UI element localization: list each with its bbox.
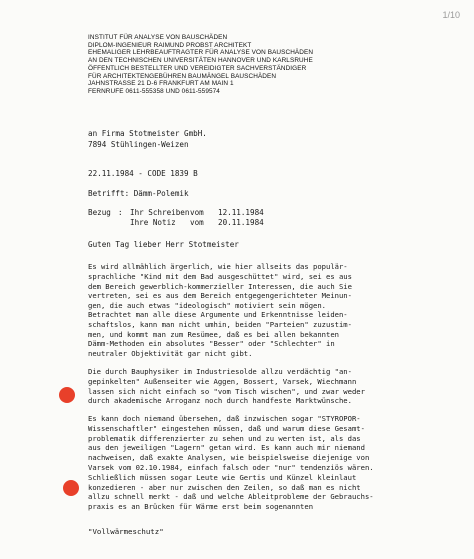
text-line: durch akademische Arroganz noch durch handfeste Marktwünsche. bbox=[88, 396, 352, 406]
text-line: Die durch Bauphysiker im Industriesolde allzu verdächtig "an- bbox=[88, 367, 352, 376]
reference-table bbox=[88, 208, 264, 227]
letterhead bbox=[88, 34, 458, 96]
text-line: schaftslos, kann man nicht umhin, beiden "Parteien" zuzustim- bbox=[88, 319, 352, 329]
text-line: Betrachtet man alle diese Argumente und Erkenntnisse leiden- bbox=[88, 310, 348, 319]
letterhead-line: FERNRUFE 0611-555358 UND 0611-559574 bbox=[88, 87, 220, 95]
text-line: Wissenschaftler" eingestehen müssen, daß und warum diese Gesamt- bbox=[88, 423, 365, 433]
recipient-city: 7894 Stühlingen-Weizen bbox=[88, 140, 189, 149]
reference-row bbox=[88, 218, 264, 228]
text-line: allzu schnell merkt - daß und welche Ableitprobleme der Gebrauchs- bbox=[88, 492, 374, 502]
reference-date: 12.11.1984 bbox=[218, 208, 264, 217]
letterhead-line: DIPLOM-INGENIEUR RAIMUND PROBST ARCHITEKT bbox=[88, 41, 252, 49]
paragraph bbox=[88, 367, 365, 406]
reference-item: Ihre Notiz bbox=[130, 217, 176, 227]
reference-vom: vom bbox=[190, 217, 204, 227]
recipient-address bbox=[88, 128, 207, 150]
text-line: praxis es an Brücken für Wärme erst beim sogenannten bbox=[88, 502, 314, 512]
text-line: vertreten, sei es aus dem Bereich entgegengerichteter Meinun- bbox=[88, 291, 352, 301]
text-line: nachweisen, daß exakte Analysen, wie beispielsweise diejenige von bbox=[88, 453, 370, 463]
text-line: men, und kommt man zum Resümee, daß es bei allen bekannten bbox=[88, 329, 339, 339]
reference-row bbox=[88, 208, 264, 218]
page-number: 1/10 bbox=[442, 10, 460, 20]
reference-vom: vom bbox=[190, 208, 204, 217]
red-marker-dot bbox=[63, 480, 79, 496]
greeting: Guten Tag lieber Herr Stotmeister bbox=[88, 240, 239, 249]
letterhead-line: AN DEN TECHNISCHEN UNIVERSITÄTEN HANNOVER UND KARLSRUHE bbox=[88, 57, 313, 65]
text-line: problematik differenzierter zu sehen und zu werten ist, als das bbox=[88, 433, 361, 443]
paragraph bbox=[88, 310, 352, 359]
subject-line: Betrifft: Dämm-Polemik bbox=[88, 189, 189, 198]
text-line: Es wird allmählich ärgerlich, wie hier allseits das populär- bbox=[88, 262, 348, 271]
reference-colon: : bbox=[118, 208, 123, 217]
text-line: dem Bereich gewerblich-kommerzieller Interessen, die auch Sie bbox=[88, 281, 352, 291]
paragraph bbox=[88, 414, 374, 512]
letterhead-line: FÜR ARCHITEKTENGEBÜHREN BAUMÄNGEL BAUSCHÄDEN bbox=[88, 72, 277, 80]
text-line: Dämm-Methoden ein absolutes "Besser" oder "Schlechter" in bbox=[88, 339, 335, 349]
text-line: gen, die auch etwas "ideologisch" motiviert sein mögen. bbox=[88, 301, 326, 311]
closing-term: "Vollwärmeschutz" bbox=[88, 527, 164, 536]
text-line: lassen sich nicht einfach so "vom Tisch wischen", und zwar weder bbox=[88, 386, 365, 396]
reference-date: 20.11.1984 bbox=[218, 217, 264, 227]
letterhead-line: JAHNSTRASSE 21 D-6 FRANKFURT AM MAIN 1 bbox=[88, 80, 234, 88]
date-code: 22.11.1984 - CODE 1839 B bbox=[88, 169, 198, 178]
text-line: neutraler Objektivität gar nicht gibt. bbox=[88, 349, 253, 359]
text-line: sprachliche "Kind mit dem Bad ausgeschüttet" wird, sei es aus bbox=[88, 271, 352, 281]
text-line: Es kann doch niemand übersehen, daß inzwischen sogar "STYROPOR- bbox=[88, 414, 361, 423]
text-line: Schließlich müssen sogar Leute wie Gertis und Künzel kleinlaut bbox=[88, 472, 357, 482]
reference-block bbox=[88, 208, 264, 227]
paragraph bbox=[88, 262, 352, 311]
letterhead-line: EHEMALIGER LEHRBEAUFTRAGTER FÜR ANALYSE VON BAUSCHÄDEN bbox=[88, 49, 314, 57]
reference-item: Ihr Schreiben bbox=[130, 208, 190, 217]
text-line: Varsek vom 02.10.1984, einfach falsch oder "nur" tendenziös wären. bbox=[88, 462, 374, 472]
text-line: aus den jeweiligen "Lagern" getan wird. Es kann auch mir niemand bbox=[88, 443, 365, 453]
text-line: gepinkelten" Außenseiter wie Aggen, Bossert, Varsek, Wiechmann bbox=[88, 376, 357, 386]
red-marker-dot bbox=[59, 387, 75, 403]
letterhead-line: INSTITUT FÜR ANALYSE VON BAUSCHÄDEN bbox=[88, 34, 228, 41]
reference-label: Bezug bbox=[88, 208, 111, 217]
text-line: konzedieren - aber nur zwischen den Zeilen, so daß man es nicht bbox=[88, 482, 361, 492]
letterhead-line: ÖFFENTLICH BESTELLTER UND VEREIDIGTER SACHVERSTÄNDIGER bbox=[88, 64, 307, 72]
recipient-name: an Firma Stotmeister GmbH. bbox=[88, 129, 207, 138]
